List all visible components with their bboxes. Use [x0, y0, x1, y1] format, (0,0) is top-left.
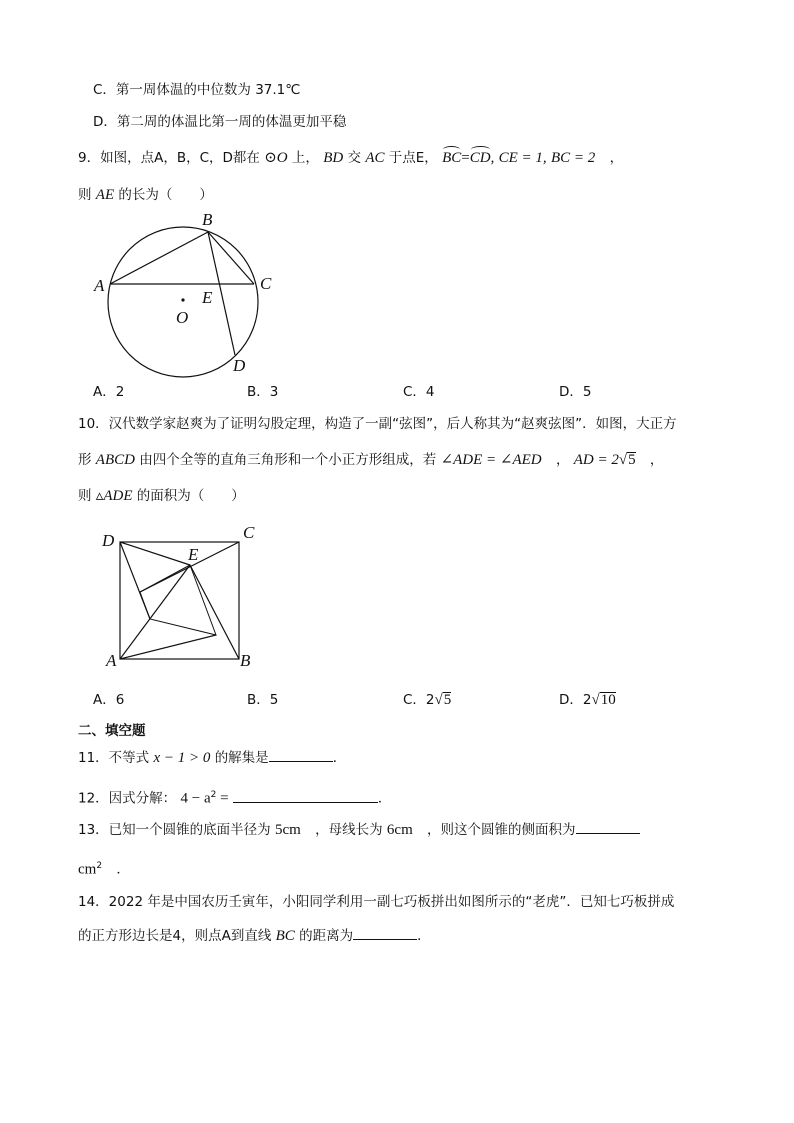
square-abcd [120, 542, 239, 659]
q10-option-c: C．2√5 [403, 692, 452, 708]
q10-shape: 形 [78, 452, 92, 468]
q9-ac: AC [365, 150, 385, 166]
q10-option-d: D．2√10 [559, 692, 616, 708]
q10-option-c-root: 5 [443, 692, 452, 708]
q13-radius: 5cm [274, 822, 301, 838]
q12-text: 12．因式分解： [78, 790, 177, 807]
q10-line1: 10．汉代数学家赵爽为了证明勾股定理，构造了一副“弦图”，后人称其为“赵爽弦图”．如图，大正方 [78, 416, 677, 432]
q9-text4: 于点E， [388, 150, 438, 166]
q10-ad: AD = 2 [573, 452, 619, 468]
q10-zhaoshuang-figure [100, 520, 270, 670]
q14-bc: BC [275, 928, 295, 944]
q10-ask: 的面积为（ ） [136, 488, 245, 504]
q10-line2: 形 ABCD 由四个全等的直角三角形和一个小正方形组成，若 ∠ADE = ∠AED ， AD = 2√5 ， [78, 452, 664, 468]
q12-sup: 2 [210, 790, 217, 800]
q9-text1: 如图，点A，B，C，D都在 [100, 150, 260, 166]
q10-desc: 由四个全等的直角三角形和一个小正方形组成，若 [139, 452, 437, 468]
label-o: O [176, 308, 189, 327]
q9-ask: 的长为（ ） [118, 187, 213, 203]
q10-then: 则 [78, 488, 92, 504]
seg-ae [120, 565, 190, 659]
q10-abcd: ABCD [95, 452, 135, 468]
q10-option-b: B．5 [247, 692, 279, 708]
q9-option-b: B．3 [247, 384, 279, 400]
q12-expr: 4 − a [180, 790, 211, 807]
label-c: C [260, 274, 272, 293]
q14-line1: 14．2022 年是中国农历壬寅年，小阳同学利用一副七巧板拼出如图所示的“老虎”．已知七巧板拼成 [78, 894, 675, 910]
q11 [78, 747, 346, 768]
inner-square [140, 565, 216, 635]
q9-line2 [78, 185, 213, 205]
label-e: E [202, 288, 213, 307]
q10-sep1: ， [555, 452, 570, 468]
center-dot [181, 298, 184, 301]
q9-text2: 上， [291, 150, 319, 166]
q13-text3: ，则这个圆锥的侧面积为 [427, 822, 576, 838]
label-a: A [94, 276, 105, 295]
chord-ab [110, 232, 208, 284]
q11-end: ． [332, 750, 347, 766]
q10-line3 [78, 486, 245, 506]
q13-unit: cm [78, 861, 97, 878]
q14-text2: 的距离为 [299, 928, 354, 944]
q9-line1 [78, 148, 623, 168]
q14-line2 [78, 925, 431, 946]
q13-end: ． [116, 861, 130, 878]
label-c: C [243, 523, 255, 542]
label-b: B [202, 210, 213, 229]
q11-text: 11．不等式 [78, 750, 150, 766]
q9-option-c: C．4 [403, 384, 435, 400]
q11-answer-blank[interactable] [269, 747, 333, 762]
q10-sep2: ， [649, 452, 664, 468]
label-d: D [233, 356, 246, 375]
q9-arc-cd: CD [469, 150, 491, 166]
q9-eq: = [461, 150, 470, 166]
q14-answer-blank[interactable] [353, 925, 417, 940]
q13-line2 [78, 856, 130, 880]
q11-text2: 的解集是 [214, 750, 269, 766]
q9-end: ， [609, 150, 624, 166]
q9-ae: AE [95, 187, 115, 203]
q13-unit-sup: 2 [96, 861, 103, 871]
label-a: A [106, 651, 117, 670]
q13-line1 [78, 819, 640, 840]
seg-b-in [190, 565, 239, 659]
label-e: E [188, 545, 199, 564]
q9-bc: BC = 2 [550, 150, 596, 166]
q13-slant: 6cm [386, 822, 413, 838]
q11-expr: x − 1 > 0 [153, 750, 211, 766]
q12-end: ． [377, 790, 392, 807]
q10-option-a: A．6 [93, 692, 125, 708]
q9-text3: 交 [347, 150, 362, 166]
q9-then: 则 [78, 187, 92, 203]
q9-bd: BD [323, 150, 344, 166]
q12-eq: = [216, 790, 229, 807]
q13-text2: ，母线长为 [315, 822, 383, 838]
option-d-stable: D．第二周的体温比第一周的体温更加平稳 [93, 114, 347, 130]
q9-arc-bc: BC [442, 150, 462, 166]
q10-angles: ∠ADE = ∠AED [440, 452, 542, 468]
q9-option-d: D．5 [559, 384, 592, 400]
q10-triangle: ▵ADE [95, 488, 133, 504]
q9-comma: , [490, 150, 495, 166]
q10-ad-root: 5 [628, 452, 636, 468]
section-fill-blank-title: 二、填空题 [78, 723, 146, 739]
q9-circle-figure [90, 205, 290, 380]
seg-a-in [120, 635, 216, 659]
q14-text: 的正方形边长是4，则点A到直线 [78, 928, 272, 944]
label-d: D [102, 531, 115, 550]
q14-end: ． [417, 928, 431, 944]
q13-text: 13．已知一个圆锥的底面半径为 [78, 822, 271, 838]
q9-option-a: A．2 [93, 384, 125, 400]
q9-ce: CE = 1, [498, 150, 547, 166]
q9-circle-o: ⊙O [264, 150, 288, 166]
q12-answer-blank[interactable] [233, 788, 378, 803]
seg-de [120, 542, 190, 565]
q10-option-d-root: 10 [600, 692, 616, 708]
q10-option-d-pre: D．2 [559, 692, 592, 708]
chord-bc [208, 232, 254, 284]
q9-number: 9． [78, 150, 101, 166]
q10-option-c-pre: C．2 [403, 692, 435, 708]
q12 [78, 785, 391, 809]
option-c-median: C．第一周体温的中位数为 37.1℃ [93, 82, 301, 98]
label-b: B [240, 651, 251, 670]
q13-answer-blank[interactable] [576, 819, 640, 834]
